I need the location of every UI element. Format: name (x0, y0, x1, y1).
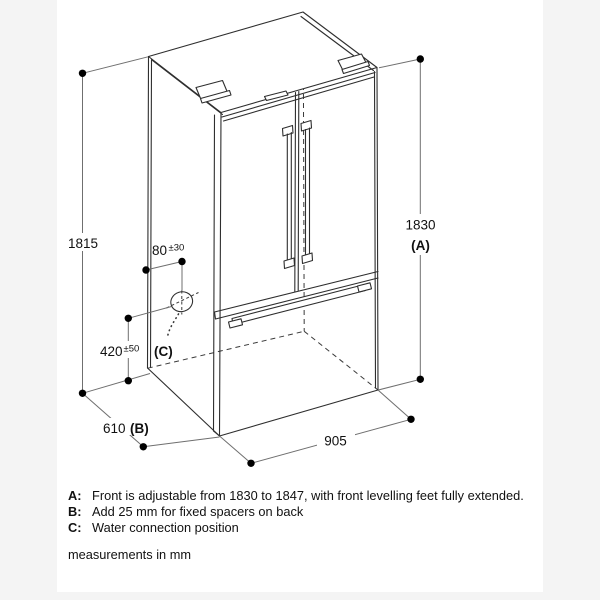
note-b (68, 504, 538, 520)
drawer-handle-right-cap (358, 283, 372, 292)
note-a-text: Front is adjustable from 1830 to 1847, with front levelling feet fully extended. (92, 488, 524, 503)
refrigerator-outline (148, 12, 379, 436)
dim-420-extension-top (128, 307, 171, 319)
notes-section (68, 488, 538, 536)
dim-905-extension-right (378, 390, 411, 419)
dot (142, 266, 149, 273)
front-right-edge-inner (375, 72, 376, 389)
note-b-key: B: (68, 504, 82, 519)
label-depth-ref: (B) (130, 421, 149, 436)
side-bottom-edge (148, 368, 220, 436)
drawer-top-edge (216, 278, 379, 319)
dim-1815-extension-bottom (83, 374, 151, 394)
back-left-edge (148, 57, 149, 369)
note-c-text: Water connection position (92, 520, 239, 535)
dimension-annotations (64, 55, 440, 467)
dim-1830-extension-top (379, 59, 420, 68)
right-handle-bar (306, 128, 310, 258)
note-b-text: Add 25 mm for fixed spacers on back (92, 504, 304, 519)
dot (247, 460, 254, 467)
label-depth: 610 (103, 421, 126, 436)
dim-1815-extension-top (83, 57, 149, 74)
left-handle-bar (287, 133, 291, 263)
label-height-right-ref: (A) (411, 238, 430, 253)
note-a-key: A: (68, 488, 82, 503)
label-height-right: 1830 (405, 217, 436, 233)
door-handles (229, 121, 372, 329)
dim-1830-extension-bottom (378, 379, 420, 390)
note-c-key: C: (68, 520, 82, 535)
split-band-left-cap (215, 312, 216, 319)
dot (79, 70, 86, 77)
drawer-handle-left-cap (229, 319, 243, 328)
dot (407, 416, 414, 423)
label-water-height-tolerance: ±50 (123, 343, 140, 355)
dim-80-line (146, 262, 182, 271)
label-width: 905 (324, 433, 347, 449)
dot (79, 390, 86, 397)
dot (125, 315, 132, 322)
dot (417, 376, 424, 383)
left-handle-bottom-bracket (284, 258, 295, 269)
water-connection (167, 289, 199, 337)
dot (178, 258, 185, 265)
label-height-left: 1815 (67, 236, 99, 251)
mullion-left-line (295, 93, 296, 292)
note-a (68, 488, 538, 504)
bottom-left-step (214, 431, 220, 436)
label-back-offset-tolerance: ±30 (168, 242, 185, 254)
floor-back-right-edge (304, 331, 378, 390)
dot (125, 377, 132, 384)
label-back-offset: 80 (152, 243, 168, 258)
back-left-edge-inner (151, 60, 152, 368)
dot (417, 55, 424, 62)
label-water-height: 420 (100, 344, 123, 359)
right-handle-bottom-bracket (302, 253, 313, 264)
front-right-edge (377, 68, 378, 391)
side-front-edge (214, 115, 215, 431)
measurement-unit-note: measurements in mm (68, 547, 192, 562)
front-bottom-edge (220, 390, 379, 436)
dimension-endpoint-dots (79, 55, 424, 467)
front-left-edge (220, 113, 222, 437)
dim-610-extension (143, 437, 219, 447)
note-c (68, 520, 538, 536)
dot (140, 443, 147, 450)
label-water-ref: (C) (154, 344, 173, 359)
water-ref-leader (168, 314, 179, 337)
dim-905-extension-left (220, 436, 252, 463)
mullion-right-line (298, 92, 299, 291)
